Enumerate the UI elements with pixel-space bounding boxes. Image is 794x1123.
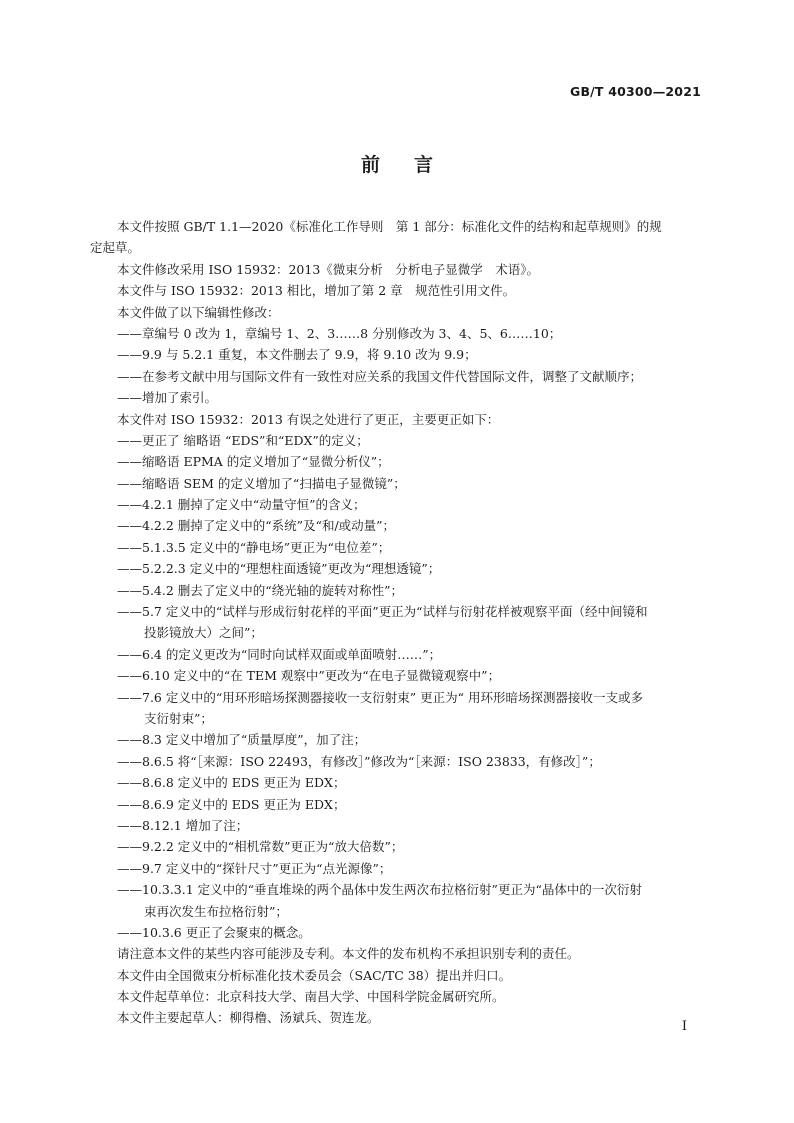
list-item-continuation: 投影镜放大）之间”； bbox=[144, 625, 263, 641]
list-item: ——章编号 0 改为 1，章编号 1、2、3……8 分别修改为 3、4、5、6……10； bbox=[117, 325, 562, 341]
paragraph-patent-notice: 请注意本文件的某些内容可能涉及专利。本文件的发布机构不承担识别专利的责任。 bbox=[117, 946, 580, 962]
paragraph-scope-line-1: 本文件按照 GB/T 1.1—2020《标准化工作导则 第 1 部分：标准化文件的结构和起草规则》的规 bbox=[117, 219, 662, 234]
list-item: ——9.9 与 5.2.1 重复，本文件删去了 9.9，将 9.10 改为 9.9； bbox=[117, 347, 477, 363]
list-item: ——10.3.6 更正了会聚束的概念。 bbox=[117, 924, 311, 940]
list-item: ——9.2.2 定义中的“相机常数”更正为“放大倍数”； bbox=[117, 839, 404, 855]
paragraph-scope-line-2: 定起草。 bbox=[90, 240, 141, 256]
list-item: ——8.3 定义中增加了“质量厚度”，加了注； bbox=[117, 732, 367, 748]
list-item: ——8.12.1 增加了注； bbox=[117, 817, 249, 833]
list-item: ——5.2.2.3 定义中的“理想柱面透镜”更改为“理想透镜”； bbox=[117, 561, 441, 577]
paragraph-drafters: 本文件主要起草人：柳得橹、汤斌兵、贺连龙。 bbox=[117, 1010, 380, 1026]
list-item: ——5.7 定义中的“试样与形成衍射花样的平面”更正为“试样与衍射花样被观察平面（经中间镜和 bbox=[117, 604, 648, 620]
list-item: ——8.6.9 定义中的 EDS 更正为 EDX； bbox=[117, 796, 346, 812]
list-item: ——在参考文献中用与国际文件有一致性对应关系的我国文件代替国际文件，调整了文献顺序； bbox=[117, 368, 643, 384]
list-item: ——8.6.8 定义中的 EDS 更正为 EDX； bbox=[117, 775, 346, 791]
list-item: ——增加了索引。 bbox=[117, 390, 218, 406]
list-item: ——10.3.3.1 定义中的“垂直堆垛的两个晶体中发生两次布拉格衍射”更正为“晶体中的一次衍射 bbox=[117, 882, 642, 898]
paragraph-proposer: 本文件由全国微束分析标准化技术委员会（SAC/TC 38）提出并归口。 bbox=[117, 967, 512, 983]
list-item: ——5.1.3.5 定义中的“静电场”更正为“电位差”； bbox=[117, 539, 391, 555]
paragraph-editorial-intro: 本文件做了以下编辑性修改： bbox=[117, 304, 280, 320]
list-item: ——4.2.1 删掉了定义中“动量守恒”的含义； bbox=[117, 497, 366, 513]
foreword-body bbox=[90, 216, 707, 1029]
list-item: ——4.2.2 删掉了定义中的“系统”及“和/或动量”； bbox=[117, 518, 396, 534]
list-item: ——缩略语 EPMA 的定义增加了“显微分析仪”； bbox=[117, 454, 390, 470]
standard-number: GB/T 40300—2021 bbox=[569, 84, 701, 99]
list-item: ——5.4.2 删去了定义中的“绕光轴的旋转对称性”； bbox=[117, 582, 404, 598]
paragraph-comparison: 本文件与 ISO 15932：2013 相比，增加了第 2 章 规范性引用文件。 bbox=[117, 283, 516, 299]
list-item: ——更正了 缩略语 “EDS”和“EDX”的定义； bbox=[117, 432, 369, 448]
list-item: ——7.6 定义中的“用环形暗场探测器接收一支衍射束” 更正为“ 用环形暗场探测器接收一支或多 bbox=[117, 689, 643, 705]
list-item-continuation: 支衍射束”； bbox=[144, 710, 213, 726]
list-item: ——9.7 定义中的“探针尺寸”更正为“点光源像”； bbox=[117, 860, 392, 876]
page-number: I bbox=[681, 1019, 687, 1034]
page-title: 前言 bbox=[360, 154, 467, 176]
paragraph-drafting-units: 本文件起草单位：北京科技大学、南昌大学、中国科学院金属研究所。 bbox=[117, 989, 505, 1005]
paragraph-correction-intro: 本文件对 ISO 15932：2013 有误之处进行了更正，主要更正如下： bbox=[117, 411, 500, 427]
list-item-continuation: 束再次发生布拉格衍射”； bbox=[144, 903, 288, 919]
list-item: ——6.10 定义中的“在 TEM 观察中”更改为“在电子显微镜观察中”； bbox=[117, 668, 501, 684]
paragraph-adoption: 本文件修改采用 ISO 15932：2013《微束分析 分析电子显微学 术语》。 bbox=[117, 261, 540, 277]
list-item: ——缩略语 SEM 的定义增加了“扫描电子显微镜”； bbox=[117, 475, 406, 491]
list-item: ——8.6.5 将“［来源：ISO 22493，有修改］”修改为“［来源：ISO 23833，有修改］”； bbox=[117, 753, 601, 769]
list-item: ——6.4 的定义更改为“同时向试样双面或单面喷射……”； bbox=[117, 646, 442, 662]
